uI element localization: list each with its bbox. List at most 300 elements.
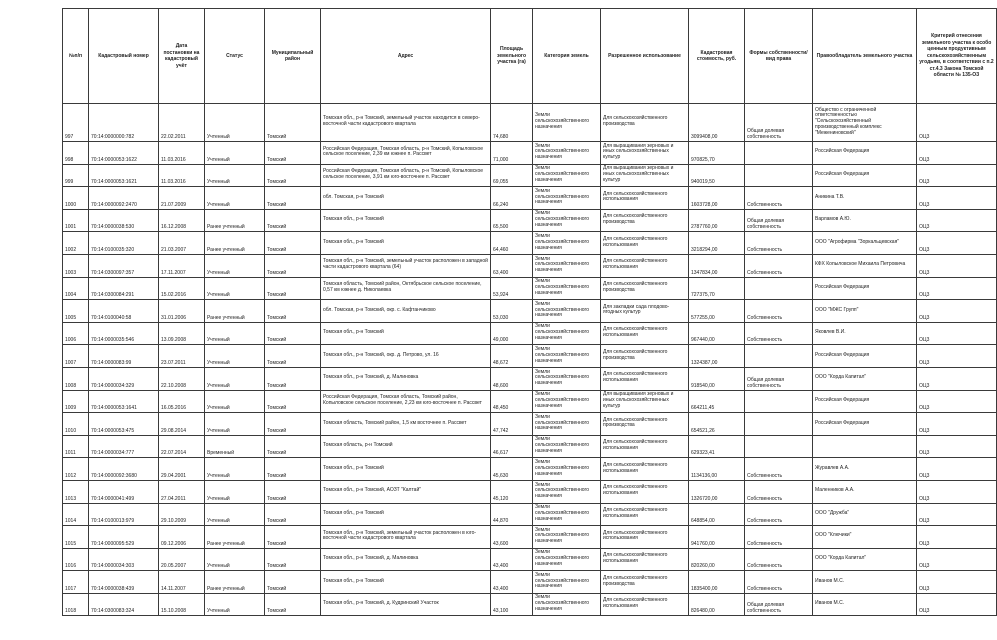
rightholder-cell[interactable]: ООО "Корда Капитал" xyxy=(813,548,917,571)
cadastral-value-cell[interactable]: 2787760,00 xyxy=(689,209,745,232)
municipal-district-cell[interactable]: Томский xyxy=(265,142,321,165)
table-row[interactable] xyxy=(63,232,997,255)
table-row[interactable] xyxy=(63,480,997,503)
registration-date-cell[interactable]: 31.01.2006 xyxy=(159,300,205,323)
table-row[interactable] xyxy=(63,435,997,458)
area-cell[interactable]: 48,672 xyxy=(491,345,533,368)
address-cell[interactable]: Томская обл., р-н Томский, земельный участок находится в северо-восточной части кадастрового квартала xyxy=(321,104,491,142)
ownership-form-cell[interactable]: Собственность xyxy=(745,526,813,549)
permitted-use-cell[interactable]: Для сельскохозяйственного использования xyxy=(601,322,689,345)
status-cell[interactable]: Учтенный xyxy=(205,390,265,413)
cadastral-value-cell[interactable]: 629323,41 xyxy=(689,435,745,458)
land-category-cell[interactable]: Земли сельскохозяйственного назначения xyxy=(533,571,601,594)
status-cell[interactable]: Учтенный xyxy=(205,593,265,616)
registration-date-cell[interactable]: 16.05.2016 xyxy=(159,390,205,413)
status-cell[interactable]: Учтенный xyxy=(205,277,265,300)
area-cell[interactable]: 71,000 xyxy=(491,142,533,165)
table-row[interactable] xyxy=(63,209,997,232)
criterion-cell[interactable]: ОЦ3 xyxy=(917,435,997,458)
criterion-cell[interactable]: ОЦ3 xyxy=(917,164,997,187)
municipal-district-cell[interactable]: Томский xyxy=(265,322,321,345)
status-cell[interactable]: Ранее учтенный xyxy=(205,300,265,323)
ownership-form-cell[interactable] xyxy=(745,142,813,165)
status-cell[interactable]: Временный xyxy=(205,435,265,458)
registration-date-cell[interactable]: 22.10.2008 xyxy=(159,367,205,390)
cadastral-value-cell[interactable]: 3099408,00 xyxy=(689,104,745,142)
rightholder-cell[interactable]: ООО "Дружба" xyxy=(813,503,917,526)
cadastral-number-cell[interactable]: 70:14:0000035:546 xyxy=(89,322,159,345)
area-cell[interactable]: 64,460 xyxy=(491,232,533,255)
criterion-cell[interactable]: ОЦ3 xyxy=(917,104,997,142)
table-row[interactable] xyxy=(63,187,997,210)
rightholder-cell[interactable]: Варламов А.Ю. xyxy=(813,209,917,232)
criterion-cell[interactable]: ОЦ3 xyxy=(917,254,997,277)
permitted-use-cell[interactable]: Для закладки сада плодово-ягодных культур xyxy=(601,300,689,323)
permitted-use-cell[interactable]: Для сельскохозяйственного использования xyxy=(601,593,689,616)
cadastral-number-cell[interactable]: 70:14:0000053:1622 xyxy=(89,142,159,165)
area-cell[interactable]: 65,500 xyxy=(491,209,533,232)
table-row[interactable] xyxy=(63,367,997,390)
ownership-form-cell[interactable] xyxy=(745,164,813,187)
permitted-use-cell[interactable]: Для выращивания зерновых и иных сельскохозяйственных культур xyxy=(601,142,689,165)
permitted-use-cell[interactable]: Для сельскохозяйственного использования xyxy=(601,435,689,458)
registration-date-cell[interactable]: 29.08.2014 xyxy=(159,413,205,436)
permitted-use-cell[interactable]: Для выращивания зерновых и иных сельскохозяйственных культур xyxy=(601,164,689,187)
registration-date-cell[interactable]: 27.04.2011 xyxy=(159,480,205,503)
registration-date-cell[interactable]: 09.12.2006 xyxy=(159,526,205,549)
area-cell[interactable]: 43,400 xyxy=(491,548,533,571)
cadastral-number-cell[interactable]: 70:14:0000041:499 xyxy=(89,480,159,503)
cadastral-number-cell[interactable]: 70:14:0100040:58 xyxy=(89,300,159,323)
permitted-use-cell[interactable]: Для выращивания зерновых и иных сельскохозяйственных культур xyxy=(601,390,689,413)
rightholder-cell[interactable]: Российская Федерация xyxy=(813,142,917,165)
cadastral-number-cell[interactable]: 70:14:0000092:3680 xyxy=(89,458,159,481)
number-cell[interactable]: 1003 xyxy=(63,254,89,277)
rightholder-cell[interactable]: Российская Федерация xyxy=(813,277,917,300)
permitted-use-cell[interactable]: Для сельскохозяйственного использования xyxy=(601,187,689,210)
status-cell[interactable]: Учтенный xyxy=(205,142,265,165)
area-cell[interactable]: 63,400 xyxy=(491,254,533,277)
criterion-cell[interactable]: ОЦ3 xyxy=(917,322,997,345)
permitted-use-cell[interactable]: Для сельскохозяйственного использования xyxy=(601,367,689,390)
cadastral-number-cell[interactable]: 70:14:0100013:979 xyxy=(89,503,159,526)
ownership-form-cell[interactable]: Собственность xyxy=(745,254,813,277)
land-category-cell[interactable]: Земли сельскохозяйственного назначения xyxy=(533,300,601,323)
status-cell[interactable]: Ранее учтенный xyxy=(205,571,265,594)
address-cell[interactable]: Томская область, Томский район, Октябрьское сельское поселение, 0,57 км южнее д. Николаевка xyxy=(321,277,491,300)
rightholder-cell[interactable]: Российская Федерация xyxy=(813,345,917,368)
municipal-district-cell[interactable]: Томский xyxy=(265,209,321,232)
criterion-cell[interactable]: ОЦ3 xyxy=(917,526,997,549)
number-cell[interactable]: 1010 xyxy=(63,413,89,436)
address-cell[interactable]: Российская Федерация, Томская область, р-н Томский, Копыловское сельское поселение, 3,91 км юго-восточнее п. Рассвет xyxy=(321,164,491,187)
municipal-district-cell[interactable]: Томский xyxy=(265,503,321,526)
area-cell[interactable]: 43,600 xyxy=(491,526,533,549)
cadastral-value-cell[interactable]: 826480,00 xyxy=(689,593,745,616)
criterion-cell[interactable]: ОЦ3 xyxy=(917,548,997,571)
status-cell[interactable]: Учтенный xyxy=(205,503,265,526)
status-cell[interactable]: Учтенный xyxy=(205,104,265,142)
cadastral-value-cell[interactable]: 727375,70 xyxy=(689,277,745,300)
permitted-use-cell[interactable]: Для сельскохозяйственного использования xyxy=(601,480,689,503)
registration-date-cell[interactable]: 16.12.2008 xyxy=(159,209,205,232)
ownership-form-cell[interactable] xyxy=(745,390,813,413)
address-cell[interactable]: Томская обл., р-н Томский xyxy=(321,232,491,255)
cadastral-value-cell[interactable]: 1835400,00 xyxy=(689,571,745,594)
cadastral-number-cell[interactable]: 70:14:0000000:782 xyxy=(89,104,159,142)
area-cell[interactable]: 43,100 xyxy=(491,593,533,616)
address-cell[interactable]: Томская обл., р-н Томский, д. Малиновка xyxy=(321,367,491,390)
status-cell[interactable]: Учтенный xyxy=(205,413,265,436)
cadastral-value-cell[interactable]: 577255,00 xyxy=(689,300,745,323)
cadastral-number-cell[interactable]: 70:14:0000053:1641 xyxy=(89,390,159,413)
rightholder-cell[interactable]: Аникина Т.В. xyxy=(813,187,917,210)
permitted-use-cell[interactable]: Для сельскохозяйственного использования xyxy=(601,458,689,481)
land-category-cell[interactable]: Земли сельскохозяйственного назначения xyxy=(533,503,601,526)
municipal-district-cell[interactable]: Томский xyxy=(265,548,321,571)
status-cell[interactable]: Учтенный xyxy=(205,187,265,210)
land-category-cell[interactable]: Земли сельскохозяйственного назначения xyxy=(533,142,601,165)
address-cell[interactable]: Томская обл., р-н Томский xyxy=(321,503,491,526)
ownership-form-cell[interactable] xyxy=(745,435,813,458)
status-cell[interactable]: Ранее учтенный xyxy=(205,209,265,232)
cadastral-value-cell[interactable]: 918540,00 xyxy=(689,367,745,390)
land-category-cell[interactable]: Земли сельскохозяйственного назначения xyxy=(533,164,601,187)
municipal-district-cell[interactable]: Томский xyxy=(265,413,321,436)
cadastral-number-cell[interactable]: 70:14:0000034:329 xyxy=(89,367,159,390)
registration-date-cell[interactable]: 17.11.2007 xyxy=(159,254,205,277)
address-cell[interactable]: Томская обл., р-н Томский, д. Кудринский Участок xyxy=(321,593,491,616)
number-cell[interactable]: 1004 xyxy=(63,277,89,300)
cadastral-number-cell[interactable]: 70:14:0300084:291 xyxy=(89,277,159,300)
criterion-cell[interactable]: ОЦ3 xyxy=(917,142,997,165)
status-cell[interactable]: Учтенный xyxy=(205,458,265,481)
ownership-form-cell[interactable]: Собственность xyxy=(745,548,813,571)
area-cell[interactable]: 45,630 xyxy=(491,458,533,481)
land-category-cell[interactable]: Земли сельскохозяйственного назначения xyxy=(533,322,601,345)
address-cell[interactable]: Томская обл., р-н Томский, АОЗТ "Калтай" xyxy=(321,480,491,503)
registration-date-cell[interactable]: 23.07.2011 xyxy=(159,345,205,368)
permitted-use-cell[interactable]: Для сельскохозяйственного использования xyxy=(601,232,689,255)
criterion-cell[interactable]: ОЦ3 xyxy=(917,503,997,526)
ownership-form-cell[interactable] xyxy=(745,413,813,436)
cadastral-value-cell[interactable]: 941760,00 xyxy=(689,526,745,549)
criterion-cell[interactable]: ОЦ3 xyxy=(917,187,997,210)
rightholder-cell[interactable]: Журавлев А.А. xyxy=(813,458,917,481)
permitted-use-cell[interactable]: Для сельскохозяйственного производства xyxy=(601,277,689,300)
number-cell[interactable]: 997 xyxy=(63,104,89,142)
address-cell[interactable]: Томская обл., р-н Томский xyxy=(321,458,491,481)
cadastral-number-cell[interactable]: 70:14:0000092:2470 xyxy=(89,187,159,210)
rightholder-cell[interactable]: ООО "Корда Капитал" xyxy=(813,367,917,390)
number-cell[interactable]: 998 xyxy=(63,142,89,165)
ownership-form-cell[interactable]: Собственность xyxy=(745,458,813,481)
number-cell[interactable]: 1000 xyxy=(63,187,89,210)
permitted-use-cell[interactable]: Для сельскохозяйственного производства xyxy=(601,345,689,368)
ownership-form-cell[interactable]: Собственность xyxy=(745,187,813,210)
cadastral-number-cell[interactable]: 70:14:0000053:1621 xyxy=(89,164,159,187)
cadastral-number-cell[interactable]: 70:14:0000083:99 xyxy=(89,345,159,368)
area-cell[interactable]: 69,055 xyxy=(491,164,533,187)
cadastral-value-cell[interactable]: 654521,26 xyxy=(689,413,745,436)
address-cell[interactable]: Томская область, Томский район, 1,5 км восточнее п. Рассвет xyxy=(321,413,491,436)
number-cell[interactable]: 1011 xyxy=(63,435,89,458)
rightholder-cell[interactable]: Общество с ограниченной ответственностью "Сельскохозяйственный производственный комплекс "Межениновский" xyxy=(813,104,917,142)
rightholder-cell[interactable]: Российская Федерация xyxy=(813,164,917,187)
area-cell[interactable]: 48,450 xyxy=(491,390,533,413)
address-cell[interactable]: обл. Томская, р-н Томский xyxy=(321,187,491,210)
cadastral-value-cell[interactable]: 967440,00 xyxy=(689,322,745,345)
number-cell[interactable]: 1005 xyxy=(63,300,89,323)
cadastral-number-cell[interactable]: 70:14:0000034:303 xyxy=(89,548,159,571)
number-cell[interactable]: 1015 xyxy=(63,526,89,549)
rightholder-cell[interactable]: ООО "Ключики" xyxy=(813,526,917,549)
cadastral-value-cell[interactable]: 3218294,00 xyxy=(689,232,745,255)
municipal-district-cell[interactable]: Томский xyxy=(265,104,321,142)
number-cell[interactable]: 1014 xyxy=(63,503,89,526)
cadastral-value-cell[interactable]: 940019,50 xyxy=(689,164,745,187)
status-cell[interactable]: Учтенный xyxy=(205,254,265,277)
table-row[interactable] xyxy=(63,142,997,165)
registration-date-cell[interactable]: 29.10.2009 xyxy=(159,503,205,526)
number-cell[interactable]: 1017 xyxy=(63,571,89,594)
rightholder-cell[interactable]: КФХ Копыловское Михаила Петровича xyxy=(813,254,917,277)
table-row[interactable] xyxy=(63,571,997,594)
municipal-district-cell[interactable]: Томский xyxy=(265,164,321,187)
land-category-cell[interactable]: Земли сельскохозяйственного назначения xyxy=(533,187,601,210)
area-cell[interactable]: 74,680 xyxy=(491,104,533,142)
registration-date-cell[interactable]: 21.07.2009 xyxy=(159,187,205,210)
municipal-district-cell[interactable]: Томский xyxy=(265,277,321,300)
address-cell[interactable]: Томская область, р-н Томский xyxy=(321,435,491,458)
registration-date-cell[interactable]: 15.10.2008 xyxy=(159,593,205,616)
cadastral-value-cell[interactable]: 970825,70 xyxy=(689,142,745,165)
municipal-district-cell[interactable]: Томский xyxy=(265,254,321,277)
criterion-cell[interactable]: ОЦ3 xyxy=(917,571,997,594)
number-cell[interactable]: 1002 xyxy=(63,232,89,255)
number-cell[interactable]: 1016 xyxy=(63,548,89,571)
permitted-use-cell[interactable]: Для сельскохозяйственного использования xyxy=(601,526,689,549)
ownership-form-cell[interactable]: Общая долевая собственность xyxy=(745,104,813,142)
table-row[interactable] xyxy=(63,526,997,549)
land-category-cell[interactable]: Земли сельскохозяйственного назначения xyxy=(533,526,601,549)
table-row[interactable] xyxy=(63,300,997,323)
criterion-cell[interactable]: ОЦ3 xyxy=(917,209,997,232)
ownership-form-cell[interactable]: Собственность xyxy=(745,322,813,345)
criterion-cell[interactable]: ОЦ3 xyxy=(917,345,997,368)
rightholder-cell[interactable]: Иванов М.С. xyxy=(813,593,917,616)
rightholder-cell[interactable]: Российская Федерация xyxy=(813,413,917,436)
cadastral-number-cell[interactable]: 70:14:0000095:529 xyxy=(89,526,159,549)
status-cell[interactable]: Учтенный xyxy=(205,480,265,503)
status-cell[interactable]: Учтенный xyxy=(205,345,265,368)
land-category-cell[interactable]: Земли сельскохозяйственного назначения xyxy=(533,232,601,255)
ownership-form-cell[interactable]: Собственность xyxy=(745,571,813,594)
criterion-cell[interactable]: ОЦ3 xyxy=(917,480,997,503)
rightholder-cell[interactable]: Иванов М.С. xyxy=(813,571,917,594)
land-category-cell[interactable]: Земли сельскохозяйственного назначения xyxy=(533,413,601,436)
municipal-district-cell[interactable]: Томский xyxy=(265,390,321,413)
ownership-form-cell[interactable]: Собственность xyxy=(745,300,813,323)
address-cell[interactable]: Томская обл., р-н Томский, окр. д. Петрово, ул. 16 xyxy=(321,345,491,368)
municipal-district-cell[interactable]: Томский xyxy=(265,435,321,458)
table-row[interactable] xyxy=(63,390,997,413)
ownership-form-cell[interactable]: Собственность xyxy=(745,480,813,503)
address-cell[interactable]: обл. Томская, р-н Томский, окр. с. Кафтанчиково xyxy=(321,300,491,323)
registration-date-cell[interactable]: 14.11.2007 xyxy=(159,571,205,594)
status-cell[interactable]: Ранее учтенный xyxy=(205,232,265,255)
area-cell[interactable]: 47,742 xyxy=(491,413,533,436)
area-cell[interactable]: 43,400 xyxy=(491,571,533,594)
permitted-use-cell[interactable]: Для сельскохозяйственного производства xyxy=(601,104,689,142)
cadastral-value-cell[interactable]: 1347834,00 xyxy=(689,254,745,277)
address-cell[interactable]: Российская Федерация, Томская область, Томский район, Копыловское сельское поселение, 2,23 км юго-восточнее п. Рассвет xyxy=(321,390,491,413)
status-cell[interactable]: Ранее учтенный xyxy=(205,526,265,549)
land-category-cell[interactable]: Земли сельскохозяйственного назначения xyxy=(533,435,601,458)
cadastral-value-cell[interactable]: 1134136,00 xyxy=(689,458,745,481)
land-category-cell[interactable]: Земли сельскохозяйственного назначения xyxy=(533,593,601,616)
address-cell[interactable]: Томская обл., р-н Томский xyxy=(321,322,491,345)
cadastral-number-cell[interactable]: 70:14:0300097:357 xyxy=(89,254,159,277)
table-row[interactable] xyxy=(63,593,997,616)
number-cell[interactable]: 1008 xyxy=(63,367,89,390)
land-category-cell[interactable]: Земли сельскохозяйственного назначения xyxy=(533,367,601,390)
registration-date-cell[interactable]: 29.04.2001 xyxy=(159,458,205,481)
permitted-use-cell[interactable]: Для сельскохозяйственного использования xyxy=(601,254,689,277)
address-cell[interactable]: Томская обл., р-н Томский, земельный участок расположен в западной части кадастрового квартала (64) xyxy=(321,254,491,277)
land-category-cell[interactable]: Земли сельскохозяйственного назначения xyxy=(533,458,601,481)
area-cell[interactable]: 53,030 xyxy=(491,300,533,323)
table-row[interactable] xyxy=(63,548,997,571)
number-cell[interactable]: 1006 xyxy=(63,322,89,345)
permitted-use-cell[interactable]: Для сельскохозяйственного производства xyxy=(601,209,689,232)
land-category-cell[interactable]: Земли сельскохозяйственного назначения xyxy=(533,209,601,232)
ownership-form-cell[interactable]: Общая долевая собственность xyxy=(745,209,813,232)
registration-date-cell[interactable]: 13.09.2008 xyxy=(159,322,205,345)
land-category-cell[interactable]: Земли сельскохозяйственного назначения xyxy=(533,277,601,300)
registration-date-cell[interactable]: 11.03.2016 xyxy=(159,142,205,165)
municipal-district-cell[interactable]: Томский xyxy=(265,571,321,594)
ownership-form-cell[interactable] xyxy=(745,345,813,368)
number-cell[interactable]: 1009 xyxy=(63,390,89,413)
municipal-district-cell[interactable]: Томский xyxy=(265,526,321,549)
cadastral-value-cell[interactable]: 1324387,00 xyxy=(689,345,745,368)
registration-date-cell[interactable]: 22.07.2014 xyxy=(159,435,205,458)
cadastral-value-cell[interactable]: 664211,45 xyxy=(689,390,745,413)
criterion-cell[interactable]: ОЦ3 xyxy=(917,367,997,390)
status-cell[interactable]: Учтенный xyxy=(205,367,265,390)
cadastral-number-cell[interactable]: 70:14:0000038:530 xyxy=(89,209,159,232)
table-row[interactable] xyxy=(63,104,997,142)
number-cell[interactable]: 1018 xyxy=(63,593,89,616)
number-cell[interactable]: 1007 xyxy=(63,345,89,368)
rightholder-cell[interactable]: Яковлев В.И. xyxy=(813,322,917,345)
number-cell[interactable]: 1001 xyxy=(63,209,89,232)
registration-date-cell[interactable]: 11.03.2016 xyxy=(159,164,205,187)
criterion-cell[interactable]: ОЦ3 xyxy=(917,300,997,323)
permitted-use-cell[interactable]: Для сельскохозяйственного использования xyxy=(601,548,689,571)
ownership-form-cell[interactable]: Собственность xyxy=(745,232,813,255)
area-cell[interactable]: 49,000 xyxy=(491,322,533,345)
rightholder-cell[interactable]: ООО "МЖС Групп" xyxy=(813,300,917,323)
land-category-cell[interactable]: Земли сельскохозяйственного назначения xyxy=(533,345,601,368)
table-row[interactable] xyxy=(63,164,997,187)
municipal-district-cell[interactable]: Томский xyxy=(265,593,321,616)
municipal-district-cell[interactable]: Томский xyxy=(265,187,321,210)
ownership-form-cell[interactable] xyxy=(745,277,813,300)
permitted-use-cell[interactable]: Для сельскохозяйственного производства xyxy=(601,413,689,436)
criterion-cell[interactable]: ОЦ3 xyxy=(917,390,997,413)
registration-date-cell[interactable]: 21.03.2007 xyxy=(159,232,205,255)
number-cell[interactable]: 1012 xyxy=(63,458,89,481)
number-cell[interactable]: 1013 xyxy=(63,480,89,503)
rightholder-cell[interactable]: Российская Федерация xyxy=(813,390,917,413)
area-cell[interactable]: 46,617 xyxy=(491,435,533,458)
rightholder-cell[interactable]: Маленников А.А. xyxy=(813,480,917,503)
criterion-cell[interactable]: ОЦ3 xyxy=(917,593,997,616)
municipal-district-cell[interactable]: Томский xyxy=(265,367,321,390)
land-category-cell[interactable]: Земли сельскохозяйственного назначения xyxy=(533,254,601,277)
municipal-district-cell[interactable]: Томский xyxy=(265,232,321,255)
cadastral-number-cell[interactable]: 70:14:0000053:475 xyxy=(89,413,159,436)
land-category-cell[interactable]: Земли сельскохозяйственного назначения xyxy=(533,104,601,142)
ownership-form-cell[interactable]: Собственность xyxy=(745,503,813,526)
cadastral-value-cell[interactable]: 820260,00 xyxy=(689,548,745,571)
municipal-district-cell[interactable]: Томский xyxy=(265,458,321,481)
address-cell[interactable]: Томская обл., р-н Томский xyxy=(321,209,491,232)
rightholder-cell[interactable] xyxy=(813,435,917,458)
registration-date-cell[interactable]: 20.05.2007 xyxy=(159,548,205,571)
address-cell[interactable]: Томская обл., р-н Томский xyxy=(321,571,491,594)
criterion-cell[interactable]: ОЦ3 xyxy=(917,413,997,436)
cadastral-value-cell[interactable]: 648854,00 xyxy=(689,503,745,526)
address-cell[interactable]: Томская обл., р-н Томский, д. Малиновка xyxy=(321,548,491,571)
permitted-use-cell[interactable]: Для сельскохозяйственного производства xyxy=(601,571,689,594)
table-row[interactable] xyxy=(63,503,997,526)
table-row[interactable] xyxy=(63,277,997,300)
number-cell[interactable]: 999 xyxy=(63,164,89,187)
area-cell[interactable]: 66,240 xyxy=(491,187,533,210)
municipal-district-cell[interactable]: Томский xyxy=(265,300,321,323)
cadastral-number-cell[interactable]: 70:14:0000038:439 xyxy=(89,571,159,594)
criterion-cell[interactable]: ОЦ3 xyxy=(917,277,997,300)
cadastral-value-cell[interactable]: 1326720,00 xyxy=(689,480,745,503)
criterion-cell[interactable]: ОЦ3 xyxy=(917,232,997,255)
ownership-form-cell[interactable]: Общая долевая собственность xyxy=(745,593,813,616)
area-cell[interactable]: 53,924 xyxy=(491,277,533,300)
status-cell[interactable]: Учтенный xyxy=(205,322,265,345)
permitted-use-cell[interactable]: Для сельскохозяйственного использования xyxy=(601,503,689,526)
registration-date-cell[interactable]: 15.02.2016 xyxy=(159,277,205,300)
table-row[interactable] xyxy=(63,322,997,345)
status-cell[interactable]: Учтенный xyxy=(205,164,265,187)
status-cell[interactable]: Учтенный xyxy=(205,548,265,571)
criterion-cell[interactable]: ОЦ3 xyxy=(917,458,997,481)
address-cell[interactable]: Томская обл., р-н Томский, земельный участок расположен в юго-восточной части кадастрового квартала xyxy=(321,526,491,549)
land-category-cell[interactable]: Земли сельскохозяйственного назначения xyxy=(533,548,601,571)
area-cell[interactable]: 45,120 xyxy=(491,480,533,503)
table-row[interactable] xyxy=(63,254,997,277)
table-row[interactable] xyxy=(63,458,997,481)
cadastral-number-cell[interactable]: 70:14:0100035:320 xyxy=(89,232,159,255)
rightholder-cell[interactable]: ООО "Агрофирма "Зоркальцевская" xyxy=(813,232,917,255)
table-row[interactable] xyxy=(63,413,997,436)
municipal-district-cell[interactable]: Томский xyxy=(265,345,321,368)
ownership-form-cell[interactable]: Общая долевая собственность xyxy=(745,367,813,390)
cadastral-value-cell[interactable]: 1603728,00 xyxy=(689,187,745,210)
municipal-district-cell[interactable]: Томский xyxy=(265,480,321,503)
registration-date-cell[interactable]: 22.02.2011 xyxy=(159,104,205,142)
